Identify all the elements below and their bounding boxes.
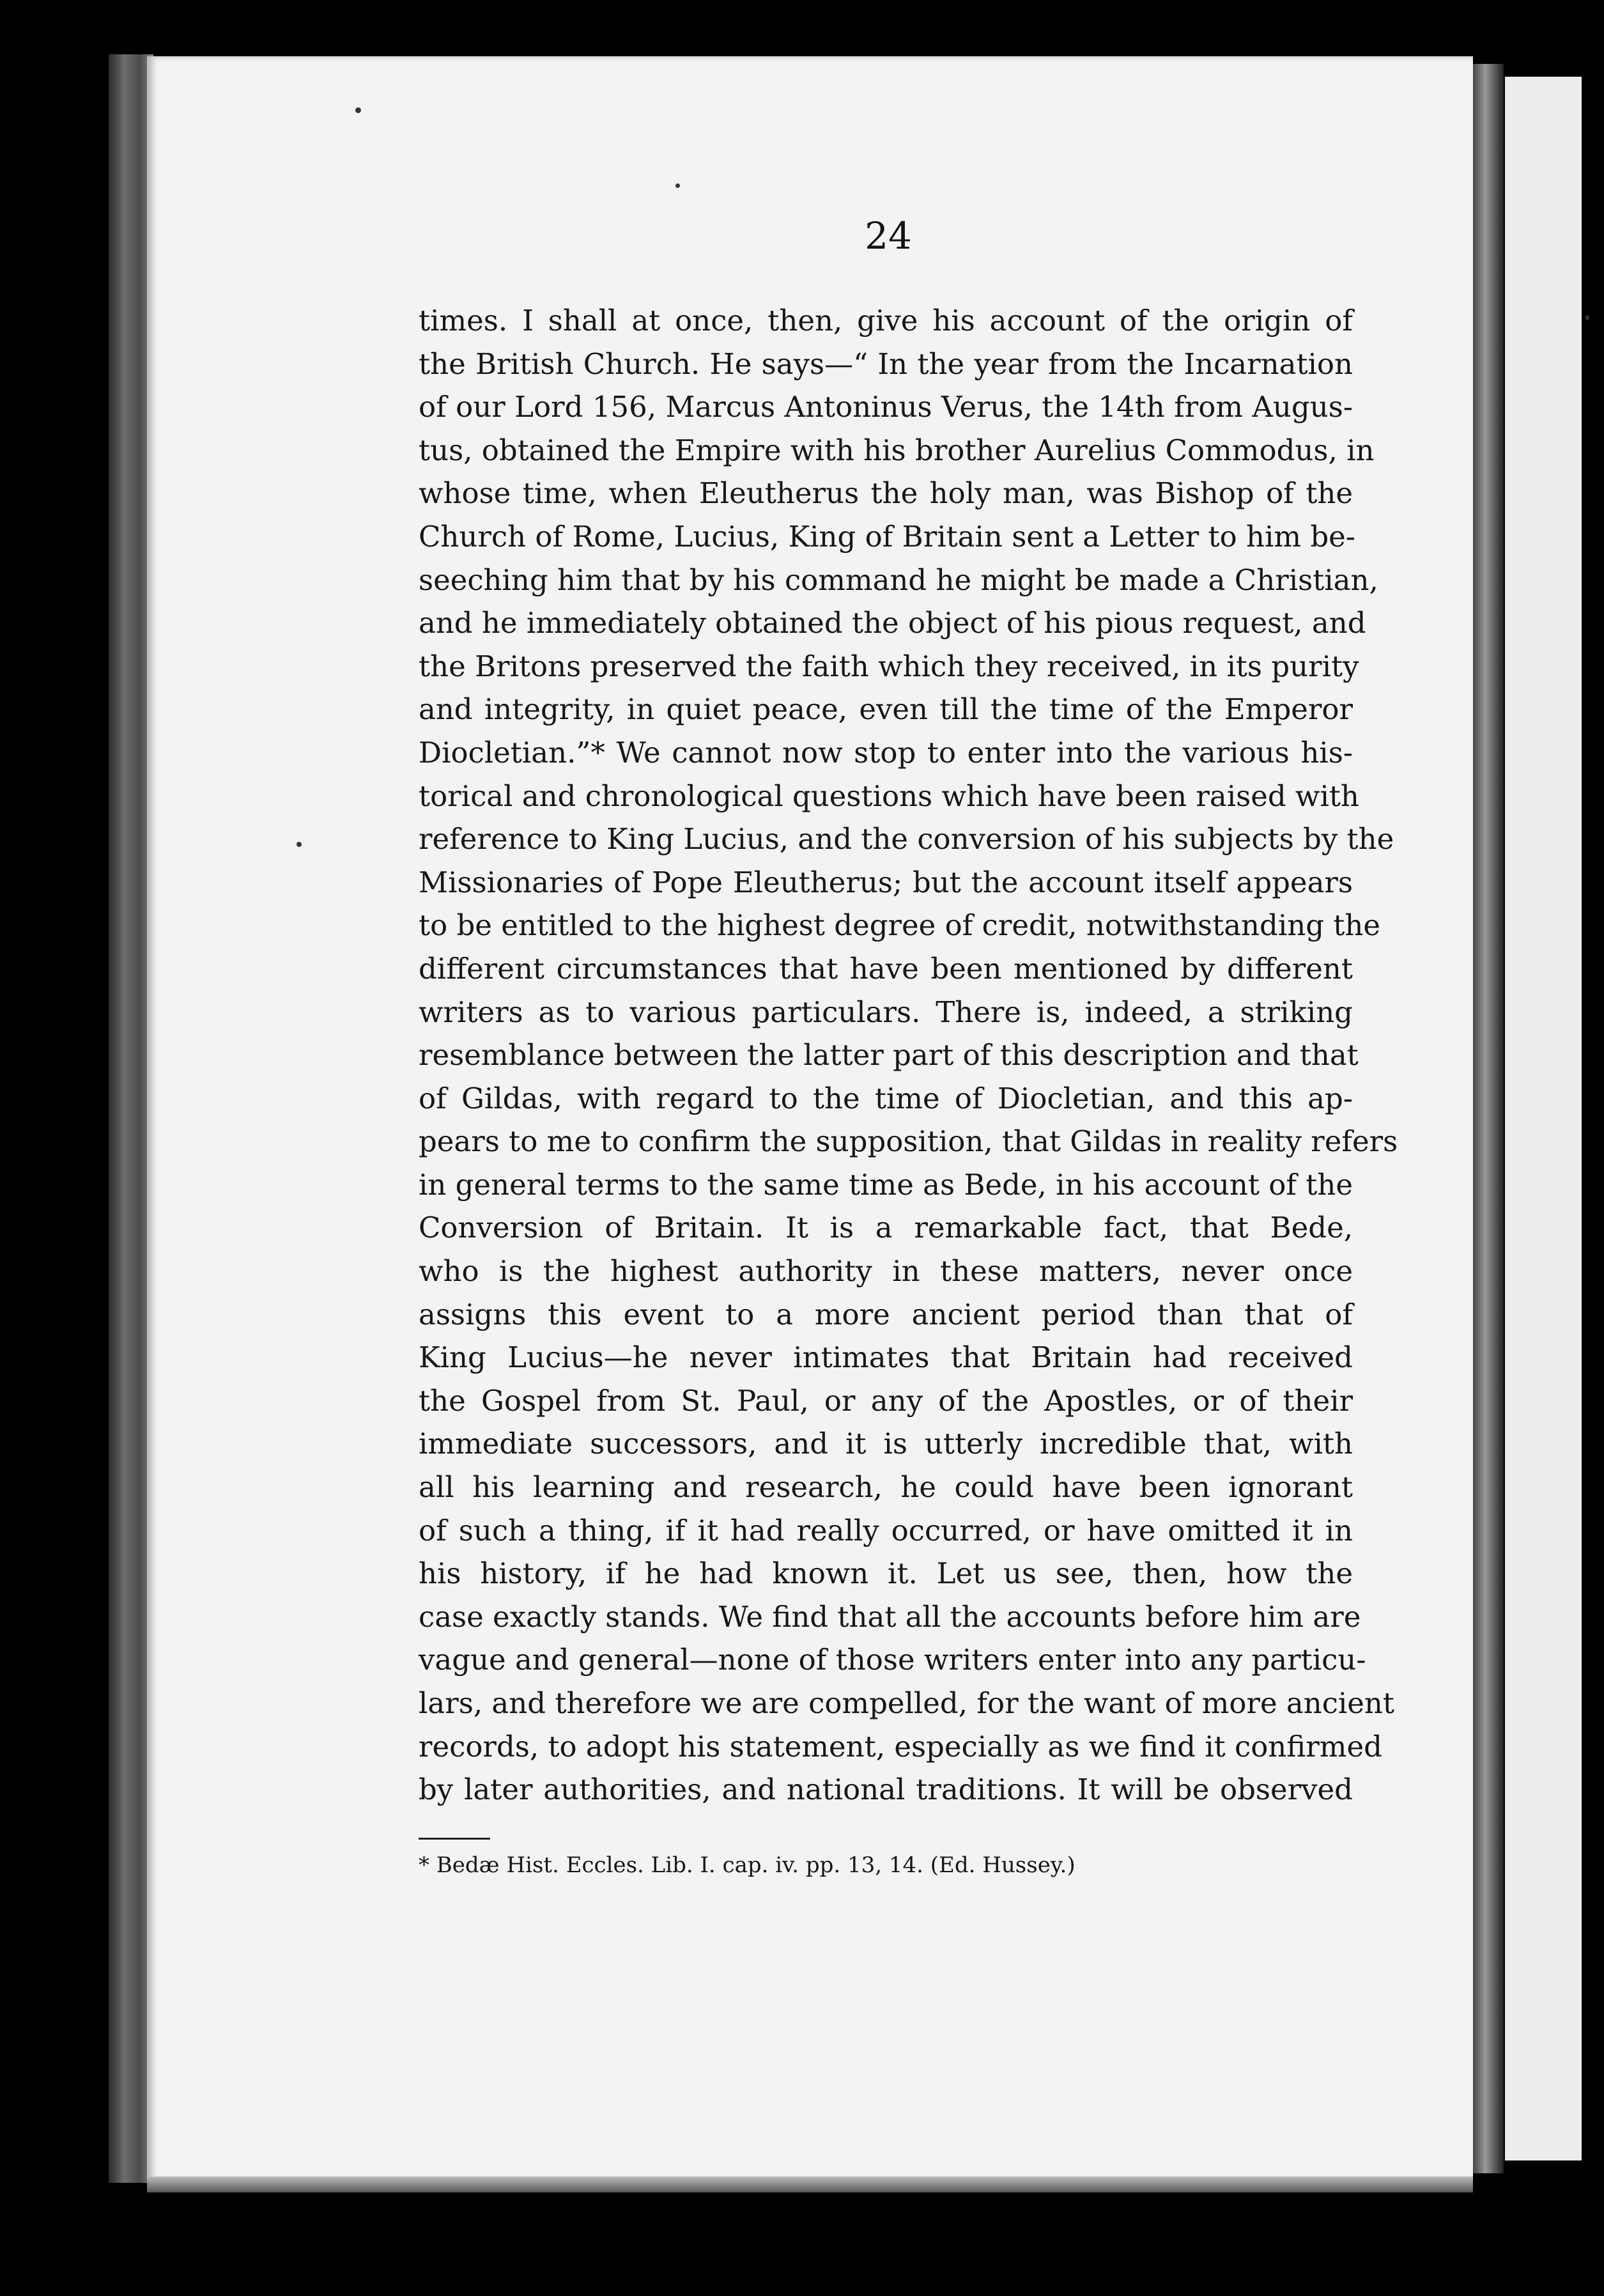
text-line: vague and general—none of those writers enter into any particu-: [419, 1643, 1366, 1677]
body-text: [419, 299, 1398, 1811]
footnote-rule: [419, 1838, 490, 1840]
scan-speck: [355, 107, 361, 113]
text-line: his history, if he had known it. Let us see, then, how the: [419, 1556, 1353, 1591]
text-line: torical and chronological questions which have been raised with: [419, 779, 1359, 813]
footnote: * Bedæ Hist. Eccles. Lib. I. cap. iv. pp. 13, 14. (Ed. Hussey.): [419, 1852, 1076, 1878]
text-line: tus, obtained the Empire with his brother Aurelius Commodus, in: [419, 433, 1375, 467]
text-line: Diocletian.”* We cannot now stop to enter into the various his-: [419, 735, 1353, 770]
scan-speck: [297, 842, 302, 847]
page-number: 24: [865, 214, 912, 258]
text-line: Missionaries of Pope Eleutherus; but the account itself appears: [419, 865, 1353, 899]
text-line: the Britons preserved the faith which they received, in its purity: [419, 649, 1359, 683]
text-line: and integrity, in quiet peace, even till the time of the Emperor: [419, 692, 1353, 727]
text-line: the British Church. He says—“ In the year from the Incarnation: [419, 346, 1353, 381]
text-line: of our Lord 156, Marcus Antoninus Verus, the 14th from Augus-: [419, 390, 1353, 424]
text-line: times. I shall at once, then, give his account of the origin of: [419, 304, 1353, 337]
text-line: writers as to various particulars. There is, indeed, a striking: [419, 995, 1353, 1029]
text-line: seeching him that by his command he might be made a Christian,: [419, 562, 1378, 597]
text-line: different circumstances that have been mentioned by different: [419, 951, 1353, 986]
text-line: Church of Rome, Lucius, King of Britain sent a Letter to him be-: [419, 519, 1356, 554]
text-line: records, to adopt his statement, especially as we find it confirmed: [419, 1729, 1382, 1764]
scan-speck: [1585, 315, 1589, 320]
text-line: case exactly stands. We find that all the accounts before him are: [419, 1599, 1361, 1634]
text-line: reference to King Lucius, and the conversion of his subjects by the: [419, 822, 1394, 857]
text-line: pears to me to confirm the supposition, that Gildas in reality refers: [419, 1124, 1398, 1159]
text-line: of Gildas, with regard to the time of Diocletian, and this ap-: [419, 1081, 1353, 1115]
page-edge: [1473, 64, 1504, 2173]
text-line: lars, and therefore we are compelled, for the want of more ancient: [419, 1686, 1394, 1720]
text-line: to be entitled to the highest degree of credit, notwithstanding the: [419, 908, 1380, 943]
adjacent-page: [1505, 77, 1582, 2160]
text-line: King Lucius—he never intimates that Britain had received: [419, 1340, 1353, 1375]
text-line: immediate successors, and it is utterly incredible that, with: [419, 1427, 1353, 1461]
text-line: all his learning and research, he could have been ignorant: [419, 1470, 1353, 1505]
text-line: in general terms to the same time as Bede, in his account of the: [419, 1167, 1353, 1202]
text-line: who is the highest authority in these matters, never once: [419, 1254, 1353, 1289]
text-line: by later authorities, and national traditions. It will be observed: [419, 1772, 1353, 1807]
text-line: resemblance between the latter part of this description and that: [419, 1038, 1359, 1073]
page-bottom-edge: [147, 2176, 1473, 2192]
text-line: Conversion of Britain. It is a remarkable fact, that Bede,: [419, 1211, 1353, 1245]
text-line: assigns this event to a more ancient period than that of: [419, 1297, 1353, 1331]
text-line: and he immediately obtained the object of his pious request, and: [419, 606, 1366, 640]
scan-speck: [675, 183, 680, 188]
text-line: the Gospel from St. Paul, or any of the Apostles, or of their: [419, 1383, 1353, 1418]
text-line: of such a thing, if it had really occurred, or have omitted it in: [419, 1513, 1353, 1547]
text-line: whose time, when Eleutherus the holy man, was Bishop of the: [419, 476, 1353, 511]
